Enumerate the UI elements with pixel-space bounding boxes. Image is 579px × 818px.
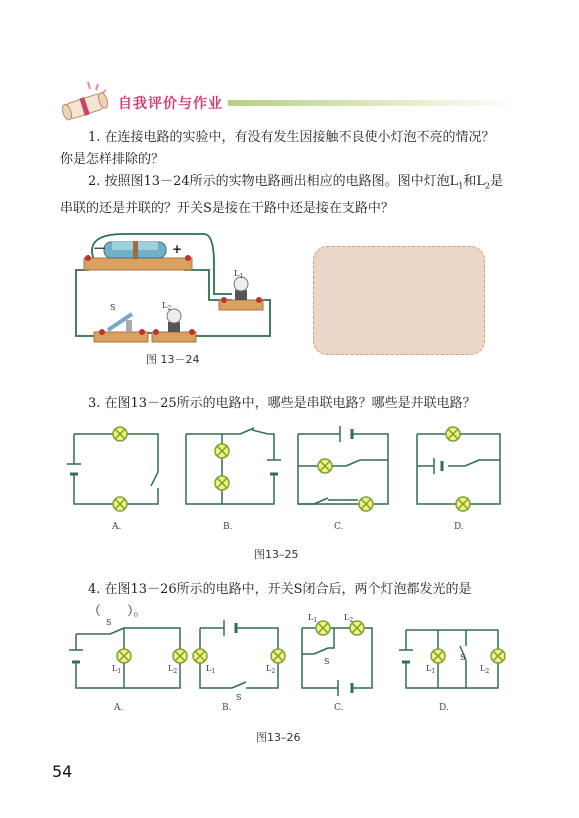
- page-number: 54: [52, 762, 73, 781]
- question-3: [60, 393, 530, 415]
- question-1: [60, 127, 530, 171]
- figure-13-25-label-a: A.: [112, 522, 122, 532]
- fig26-a-l1-label: $L_1$: [112, 664, 122, 675]
- question-2-line-2: 串联的还是并联的？开关S是接在干路中还是接在支路中？: [60, 200, 394, 216]
- question-2-text-b: 和L: [463, 174, 485, 189]
- fig26-b-s-label: S: [236, 693, 242, 702]
- battery-plus-label: +: [172, 242, 183, 256]
- circuit-25d: [417, 434, 500, 504]
- figure-13-25-caption: 图13–25: [254, 548, 299, 561]
- fig26-d-l1-label: $L_1$: [426, 664, 436, 675]
- question-2-sub-1: 1: [458, 181, 464, 191]
- fig26-c-l2-label: $L_2$: [344, 613, 354, 624]
- fig26-b-l2-label: $L_2$: [266, 664, 276, 675]
- circuit-26d: [399, 630, 498, 688]
- figure-13-25-circuits: [62, 420, 522, 520]
- scroll-icon: [58, 80, 114, 122]
- figure-13-26-caption: 图13–26: [256, 731, 301, 744]
- circuit-26b: [200, 620, 278, 688]
- question-2-text-a: 2. 按照图13－24所示的实物电路画出相应的电路图。图中灯泡L: [88, 174, 459, 189]
- fig26-a-s-label: S: [106, 618, 112, 627]
- figure-13-24-caption: 图 13－24: [146, 353, 200, 366]
- figure-13-25-label-d: D.: [454, 522, 464, 532]
- label-l2: $L_2$: [162, 301, 172, 312]
- question-4-text: 4. 在图13－26所示的电路中，开关S闭合后，两个灯泡都发光的是（ ）。: [88, 582, 472, 619]
- figure-13-25-label-b: B.: [223, 522, 233, 532]
- question-1-line-2: 你是怎样排除的？: [60, 152, 165, 167]
- figure-13-25-label-c: C.: [334, 522, 344, 532]
- question-2: [60, 171, 530, 220]
- fig26-b-l1-label: $L_1$: [206, 664, 216, 675]
- figure-13-26-label-c: C.: [334, 703, 344, 713]
- label-s: S: [110, 303, 116, 312]
- answer-drawing-box: [313, 246, 485, 355]
- question-2-line-1: [60, 171, 530, 198]
- circuit-25b: [186, 428, 281, 504]
- fig26-d-l2-label: $L_2$: [480, 664, 490, 675]
- figure-13-24-physical-circuit: [64, 228, 284, 356]
- circuit-25a: [67, 434, 158, 504]
- figure-13-26-label-b: B.: [222, 703, 232, 713]
- fig26-a-l2-label: $L_2$: [168, 664, 178, 675]
- question-1-line-1: 1. 在连接电路的实验中，有没有发生因接触不良使小灯泡不亮的情况？: [88, 130, 495, 145]
- figure-13-26-label-a: A.: [114, 703, 124, 713]
- section-title-bar: [228, 100, 518, 106]
- question-2-sub-2: 2: [485, 181, 491, 191]
- question-3-text: 3. 在图13－25所示的电路中，哪些是串联电路？哪些是并联电路？: [88, 396, 476, 411]
- battery-minus-label: －: [93, 242, 107, 257]
- figure-13-26-circuits: [62, 608, 522, 703]
- question-2-text-c: 是: [490, 174, 504, 189]
- fig26-c-l1-label: $L_1$: [308, 613, 318, 624]
- circuit-25c: [298, 426, 388, 504]
- circuit-26c: [302, 628, 372, 696]
- label-l1: $L_1$: [234, 269, 244, 280]
- figure-13-26-label-d: D.: [439, 703, 449, 713]
- fig26-d-s-label: S: [460, 653, 466, 662]
- fig26-c-s-label: S: [324, 657, 330, 666]
- section-title: 自我评价与作业: [118, 96, 223, 112]
